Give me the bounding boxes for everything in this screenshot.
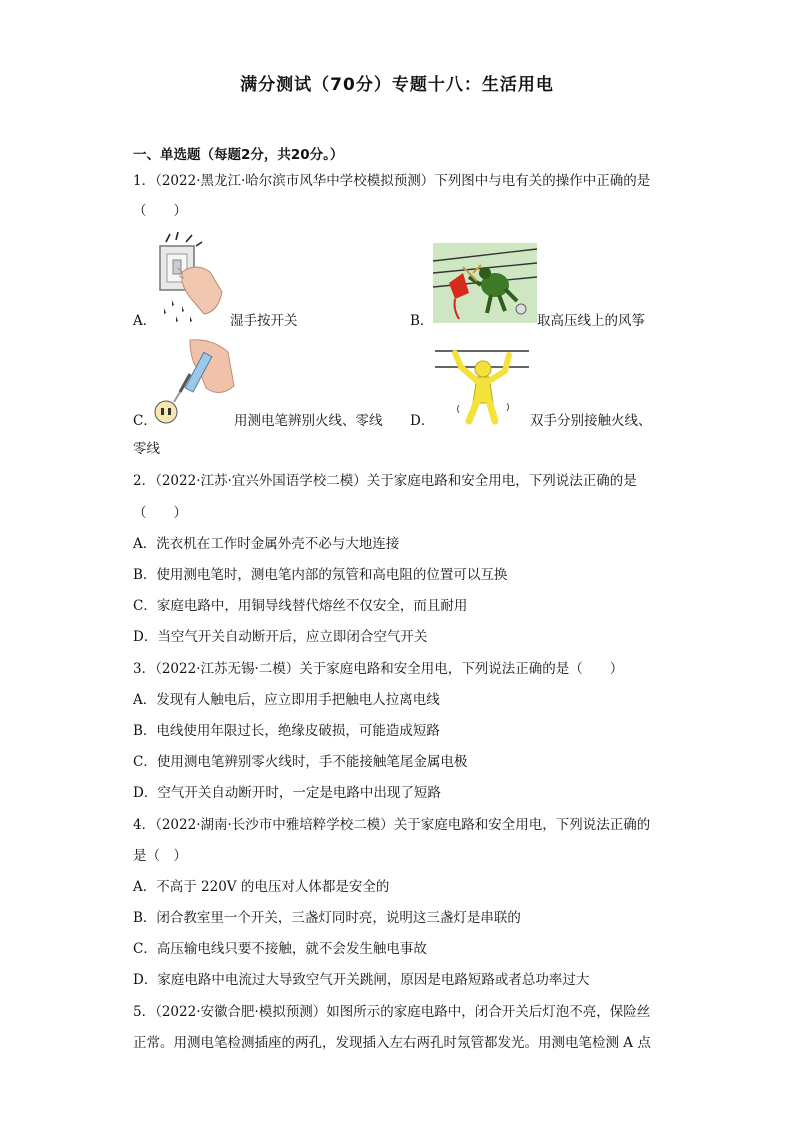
q3-option-d: D．空气开关自动断开时，一定是电路中出现了短路	[133, 785, 441, 801]
q3-option-a: A．发现有人触电后，应立即用手把触电人拉离电线	[133, 692, 440, 708]
q4-option-a: A．不高于 220V 的电压对人体都是安全的	[133, 879, 390, 895]
q2-option-c: C．家庭电路中，用铜导线替代熔丝不仅安全，而且耐用	[133, 598, 468, 614]
test-pen-socket-image	[150, 338, 236, 428]
q5-stem: 5．（2022·安徽合肥·模拟预测）如图所示的家庭电路中，闭合开关后灯泡不亮，保险丝	[133, 1004, 651, 1020]
hands-on-wires-image	[433, 345, 531, 425]
q1-option-a-letter: A．	[133, 313, 157, 329]
q1-option-d-letter: D．	[410, 413, 435, 429]
q5-stem-cont: 正常。用测电笔检测插座的两孔，发现插入左右两孔时氖管都发光。用测电笔检测 A 点	[133, 1035, 651, 1051]
q4-option-d: D．家庭电路中电流过大导致空气开关跳闸，原因是电路短路或者总功率过大	[133, 972, 590, 988]
q3-option-c: C．使用测电笔辨别零火线时，手不能接触笔尾金属电极	[133, 754, 468, 770]
q1-option-d-text-cont: 零线	[133, 441, 160, 457]
q2-stem: 2．（2022·江苏·宜兴外国语学校二模）关于家庭电路和安全用电，下列说法正确的是	[133, 473, 637, 489]
q2-option-a: A．洗衣机在工作时金属外壳不必与大地连接	[133, 536, 400, 552]
q2-option-d: D．当空气开关自动断开后，应立即闭合空气开关	[133, 629, 428, 645]
q1-option-b-letter: B．	[410, 313, 434, 329]
q3-option-b: B．电线使用年限过长，绝缘皮破损，可能造成短路	[133, 723, 440, 739]
kite-power-line-image	[433, 243, 537, 323]
q2-option-b: B．使用测电笔时，测电笔内部的氖管和高电阻的位置可以互换	[133, 567, 508, 583]
q2-blank: （ ）	[133, 505, 187, 521]
q4-stem-cont: 是（ ）	[133, 848, 187, 864]
wet-hand-switch-image	[152, 232, 230, 328]
section-heading: 一、单选题（每题2分，共20分。）	[133, 147, 344, 163]
q1-blank: （ ）	[133, 203, 187, 219]
q4-option-c: C．高压输电线只要不接触，就不会发生触电事故	[133, 941, 427, 957]
q1-option-c-text: 用测电笔辨别火线、零线	[234, 413, 383, 429]
q1-stem: 1．（2022·黑龙江·哈尔滨市风华中学校模拟预测）下列图中与电有关的操作中正确的是	[133, 173, 651, 189]
q4-stem: 4．（2022·湖南·长沙市中雅培粹学校二模）关于家庭电路和安全用电，下列说法正确的	[133, 817, 651, 833]
q1-option-c-letter: C．	[133, 413, 157, 429]
q1-option-d-text: 双手分别接触火线、	[530, 413, 652, 429]
page-title: 满分测试（70分）专题十八：生活用电	[240, 75, 554, 95]
q1-option-b-text: 取高压线上的风筝	[537, 313, 645, 329]
q1-option-a-text: 湿手按开关	[230, 313, 298, 329]
q3-stem: 3．（2022·江苏无锡·二模）关于家庭电路和安全用电，下列说法正确的是（ ）	[133, 661, 624, 677]
q4-option-b: B．闭合教室里一个开关，三盏灯同时亮，说明这三盏灯是串联的	[133, 910, 521, 926]
